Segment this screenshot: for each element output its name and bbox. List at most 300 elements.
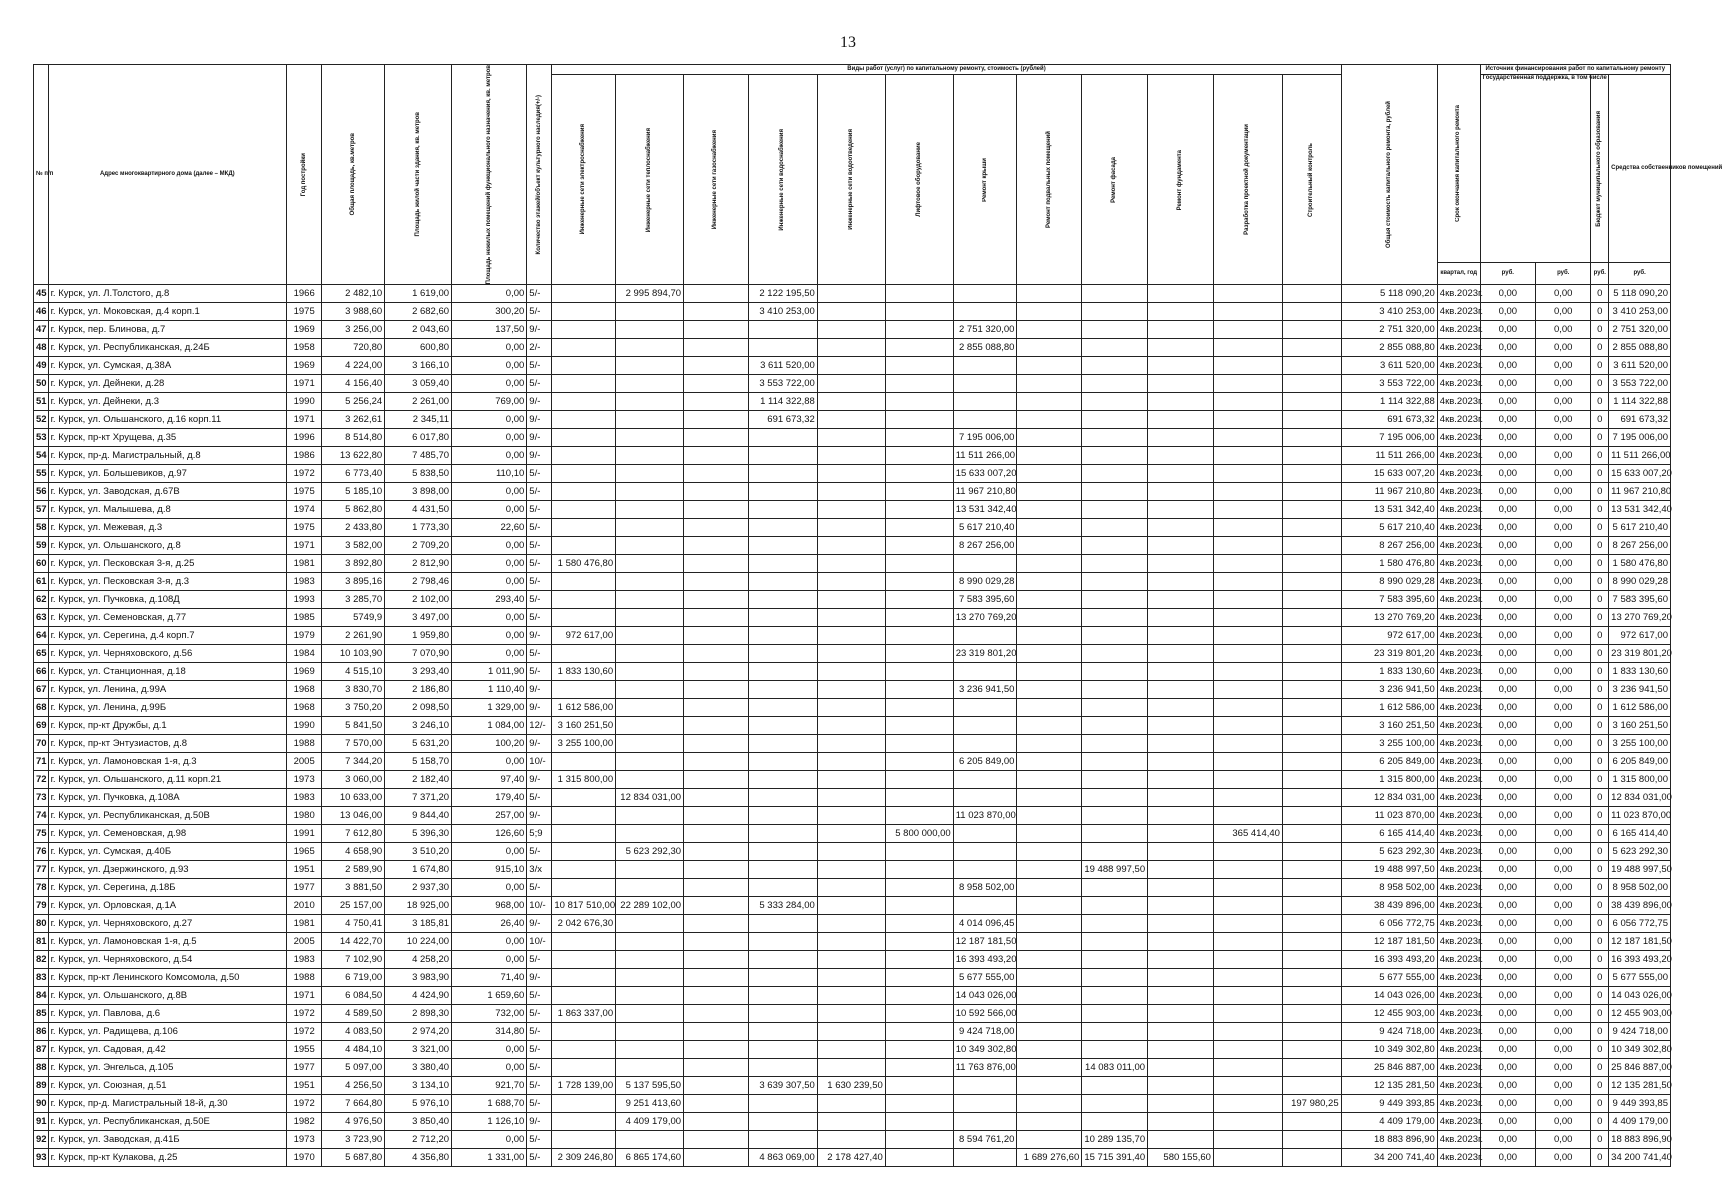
row-work-8 — [1082, 789, 1148, 807]
row-work-11 — [1282, 483, 1341, 501]
row-work-8 — [1082, 609, 1148, 627]
row-work-3 — [748, 681, 817, 699]
row-regional: 0,00 — [1536, 1077, 1591, 1095]
row-floors: 9/- — [527, 411, 552, 429]
row-work-2 — [684, 1149, 749, 1167]
row-address: г. Курск, ул. Республиканская, д.50Е — [48, 1113, 286, 1131]
table-row — [34, 717, 1671, 735]
row-address: г. Курск, ул. Ламоновская 1-я, д.5 — [48, 933, 286, 951]
row-work-6: 5 617 210,40 — [953, 519, 1017, 537]
row-total-area: 5 862,80 — [322, 501, 385, 519]
row-number: 47 — [34, 321, 49, 339]
row-total-area: 13 046,00 — [322, 807, 385, 825]
row-work-10 — [1213, 447, 1282, 465]
row-work-8 — [1082, 825, 1148, 843]
row-work-4 — [817, 447, 885, 465]
row-deadline: 4кв.2023г. — [1437, 393, 1480, 411]
row-work-10 — [1213, 1113, 1282, 1131]
row-work-3 — [748, 321, 817, 339]
row-owners: 2 751 320,00 — [1609, 321, 1671, 339]
row-deadline: 4кв.2023г. — [1437, 1077, 1480, 1095]
row-work-7 — [1017, 1023, 1082, 1041]
row-owners: 12 834 031,00 — [1609, 789, 1671, 807]
row-work-5 — [885, 771, 953, 789]
row-total-area: 25 157,00 — [322, 897, 385, 915]
row-total-area: 2 589,90 — [322, 861, 385, 879]
row-floors: 5/- — [527, 663, 552, 681]
row-work-10 — [1213, 879, 1282, 897]
row-work-6 — [953, 843, 1017, 861]
row-work-8 — [1082, 537, 1148, 555]
row-total-cost: 5 677 555,00 — [1341, 969, 1437, 987]
col-owners-unit: руб. — [1609, 263, 1671, 285]
table-row — [34, 681, 1671, 699]
row-year: 1982 — [286, 1113, 322, 1131]
row-work-1: 9 251 413,60 — [616, 1095, 684, 1113]
row-work-4 — [817, 609, 885, 627]
row-owners: 972 617,00 — [1609, 627, 1671, 645]
row-total-cost: 6 165 414,40 — [1341, 825, 1437, 843]
row-work-8 — [1082, 501, 1148, 519]
row-work-2 — [684, 465, 749, 483]
row-work-1 — [616, 825, 684, 843]
col-living-area: Площадь жилой части здания, кв. метров — [385, 65, 452, 285]
row-regional: 0,00 — [1536, 1149, 1591, 1167]
row-work-4 — [817, 537, 885, 555]
row-regional: 0,00 — [1536, 429, 1591, 447]
row-regional: 0,00 — [1536, 699, 1591, 717]
row-work-11 — [1282, 1005, 1341, 1023]
row-work-3 — [748, 465, 817, 483]
row-total-area: 3 830,70 — [322, 681, 385, 699]
row-work-2 — [684, 1095, 749, 1113]
row-regional: 0,00 — [1536, 321, 1591, 339]
row-total-cost: 2 751 320,00 — [1341, 321, 1437, 339]
row-work-1 — [616, 861, 684, 879]
row-work-9 — [1148, 573, 1214, 591]
row-address: г. Курск, ул. Л.Толстого, д.8 — [48, 285, 286, 303]
row-nonliving-area: 97,40 — [452, 771, 527, 789]
row-fund: 0,00 — [1480, 285, 1535, 303]
row-deadline: 4кв.2023г. — [1437, 447, 1480, 465]
row-work-5 — [885, 339, 953, 357]
row-work-3 — [748, 447, 817, 465]
row-work-5 — [885, 321, 953, 339]
row-address: г. Курск, пер. Блинова, д.7 — [48, 321, 286, 339]
row-deadline: 4кв.2023г. — [1437, 861, 1480, 879]
row-work-7 — [1017, 879, 1082, 897]
row-total-area: 4 484,10 — [322, 1041, 385, 1059]
row-work-8 — [1082, 483, 1148, 501]
row-work-9 — [1148, 1095, 1214, 1113]
row-work-0 — [552, 447, 616, 465]
row-regional: 0,00 — [1536, 393, 1591, 411]
row-total-cost: 3 611 520,00 — [1341, 357, 1437, 375]
row-work-5 — [885, 429, 953, 447]
row-work-10 — [1213, 1005, 1282, 1023]
row-regional: 0,00 — [1536, 897, 1591, 915]
table-row — [34, 663, 1671, 681]
row-work-2 — [684, 1113, 749, 1131]
row-work-2 — [684, 699, 749, 717]
row-work-7 — [1017, 915, 1082, 933]
row-work-5 — [885, 789, 953, 807]
row-total-cost: 5 118 090,20 — [1341, 285, 1437, 303]
row-work-8 — [1082, 555, 1148, 573]
row-deadline: 4кв.2023г. — [1437, 897, 1480, 915]
col-work-water: Инженерные сети водоснабжения — [748, 75, 817, 285]
row-work-9 — [1148, 825, 1214, 843]
row-regional: 0,00 — [1536, 825, 1591, 843]
row-municipal: 0 — [1591, 393, 1609, 411]
row-work-2 — [684, 1131, 749, 1149]
row-nonliving-area: 110,10 — [452, 465, 527, 483]
row-work-5 — [885, 897, 953, 915]
row-fund: 0,00 — [1480, 951, 1535, 969]
row-address: г. Курск, пр-кт Хрущева, д.35 — [48, 429, 286, 447]
row-total-area: 3 750,20 — [322, 699, 385, 717]
row-work-2 — [684, 591, 749, 609]
row-owners: 5 118 090,20 — [1609, 285, 1671, 303]
row-work-11 — [1282, 393, 1341, 411]
row-work-6 — [953, 861, 1017, 879]
row-work-11: 197 980,25 — [1282, 1095, 1341, 1113]
table-row — [34, 699, 1671, 717]
row-nonliving-area: 1 329,00 — [452, 699, 527, 717]
row-municipal: 0 — [1591, 735, 1609, 753]
row-work-0 — [552, 1023, 616, 1041]
row-regional: 0,00 — [1536, 843, 1591, 861]
row-work-11 — [1282, 915, 1341, 933]
row-floors: 5/- — [527, 537, 552, 555]
row-work-0 — [552, 681, 616, 699]
row-address: г. Курск, пр-кт Энтузиастов, д.8 — [48, 735, 286, 753]
col-work-electric: Инженерные сети электроснабжения — [552, 75, 616, 285]
row-fund: 0,00 — [1480, 1113, 1535, 1131]
row-floors: 12/- — [527, 717, 552, 735]
row-work-11 — [1282, 771, 1341, 789]
row-municipal: 0 — [1591, 1041, 1609, 1059]
row-number: 73 — [34, 789, 49, 807]
row-work-3 — [748, 429, 817, 447]
row-work-0 — [552, 753, 616, 771]
row-year: 1973 — [286, 1131, 322, 1149]
row-total-area: 4 224,00 — [322, 357, 385, 375]
table-row — [34, 1005, 1671, 1023]
row-deadline: 4кв.2023г. — [1437, 681, 1480, 699]
row-work-10 — [1213, 1095, 1282, 1113]
row-work-7 — [1017, 897, 1082, 915]
row-work-4 — [817, 789, 885, 807]
row-number: 86 — [34, 1023, 49, 1041]
row-work-6: 11 023 870,00 — [953, 807, 1017, 825]
row-floors: 5/- — [527, 1095, 552, 1113]
row-work-10 — [1213, 1077, 1282, 1095]
row-work-9 — [1148, 501, 1214, 519]
row-work-7 — [1017, 537, 1082, 555]
row-address: г. Курск, ул. Дейнеки, д.3 — [48, 393, 286, 411]
row-living-area: 3 185,81 — [385, 915, 452, 933]
row-work-11 — [1282, 465, 1341, 483]
row-work-9 — [1148, 771, 1214, 789]
row-nonliving-area: 0,00 — [452, 537, 527, 555]
row-work-9 — [1148, 537, 1214, 555]
row-work-8 — [1082, 447, 1148, 465]
row-work-11 — [1282, 591, 1341, 609]
row-municipal: 0 — [1591, 375, 1609, 393]
row-living-area: 1 773,30 — [385, 519, 452, 537]
row-deadline: 4кв.2023г. — [1437, 375, 1480, 393]
row-work-0 — [552, 285, 616, 303]
row-total-cost: 13 270 769,20 — [1341, 609, 1437, 627]
row-work-6 — [953, 303, 1017, 321]
row-nonliving-area: 71,40 — [452, 969, 527, 987]
row-number: 89 — [34, 1077, 49, 1095]
row-living-area: 3 983,90 — [385, 969, 452, 987]
row-floors: 5/- — [527, 1023, 552, 1041]
row-number: 62 — [34, 591, 49, 609]
row-nonliving-area: 1 331,00 — [452, 1149, 527, 1167]
row-total-area: 3 723,90 — [322, 1131, 385, 1149]
row-floors: 10/- — [527, 753, 552, 771]
row-work-5 — [885, 1059, 953, 1077]
row-deadline: 4кв.2023г. — [1437, 1131, 1480, 1149]
row-address: г. Курск, ул. Пучковка, д.108А — [48, 789, 286, 807]
row-regional: 0,00 — [1536, 627, 1591, 645]
row-floors: 5/- — [527, 1041, 552, 1059]
row-number: 71 — [34, 753, 49, 771]
row-work-0 — [552, 303, 616, 321]
row-work-11 — [1282, 1113, 1341, 1131]
row-address: г. Курск, пр-д. Магистральный, д.8 — [48, 447, 286, 465]
row-work-10 — [1213, 1131, 1282, 1149]
row-work-3: 5 333 284,00 — [748, 897, 817, 915]
row-living-area: 4 431,50 — [385, 501, 452, 519]
row-year: 1958 — [286, 339, 322, 357]
row-work-9 — [1148, 339, 1214, 357]
row-work-6 — [953, 285, 1017, 303]
row-address: г. Курск, ул. Республиканская, д.24Б — [48, 339, 286, 357]
row-work-2 — [684, 411, 749, 429]
row-work-11 — [1282, 519, 1341, 537]
row-regional: 0,00 — [1536, 663, 1591, 681]
row-deadline: 4кв.2023г. — [1437, 771, 1480, 789]
row-work-10 — [1213, 393, 1282, 411]
row-work-11 — [1282, 699, 1341, 717]
row-deadline: 4кв.2023г. — [1437, 1059, 1480, 1077]
row-floors: 5/- — [527, 519, 552, 537]
row-number: 60 — [34, 555, 49, 573]
row-work-10 — [1213, 933, 1282, 951]
row-regional: 0,00 — [1536, 357, 1591, 375]
row-work-9 — [1148, 411, 1214, 429]
row-fund: 0,00 — [1480, 933, 1535, 951]
row-work-8 — [1082, 699, 1148, 717]
row-living-area: 2 098,50 — [385, 699, 452, 717]
row-work-0 — [552, 609, 616, 627]
row-work-3 — [748, 879, 817, 897]
row-year: 1973 — [286, 771, 322, 789]
row-work-0: 1 612 586,00 — [552, 699, 616, 717]
table-row — [34, 357, 1671, 375]
row-deadline: 4кв.2023г. — [1437, 357, 1480, 375]
col-owners: Средства собственников помещений — [1609, 75, 1671, 263]
row-year: 1993 — [286, 591, 322, 609]
row-number: 92 — [34, 1131, 49, 1149]
row-work-9 — [1148, 429, 1214, 447]
row-owners: 6 205 849,00 — [1609, 753, 1671, 771]
table-row — [34, 411, 1671, 429]
row-work-3 — [748, 1095, 817, 1113]
row-address: г. Курск, ул. Ленина, д.99А — [48, 681, 286, 699]
row-total-area: 2 261,90 — [322, 627, 385, 645]
row-work-7 — [1017, 609, 1082, 627]
row-floors: 9/- — [527, 807, 552, 825]
row-address: г. Курск, ул. Ленина, д.99Б — [48, 699, 286, 717]
table-row — [34, 627, 1671, 645]
row-total-area: 4 750,41 — [322, 915, 385, 933]
row-year: 2010 — [286, 897, 322, 915]
row-regional: 0,00 — [1536, 1059, 1591, 1077]
row-number: 76 — [34, 843, 49, 861]
row-work-1 — [616, 447, 684, 465]
row-regional: 0,00 — [1536, 537, 1591, 555]
row-work-7 — [1017, 375, 1082, 393]
row-work-2 — [684, 717, 749, 735]
row-floors: 9/- — [527, 393, 552, 411]
row-work-5 — [885, 663, 953, 681]
col-work-facade: Ремонт фасада — [1082, 75, 1148, 285]
row-work-10 — [1213, 519, 1282, 537]
row-regional: 0,00 — [1536, 1095, 1591, 1113]
row-owners: 25 846 887,00 — [1609, 1059, 1671, 1077]
row-work-7 — [1017, 393, 1082, 411]
row-work-2 — [684, 663, 749, 681]
row-work-11 — [1282, 753, 1341, 771]
row-work-1 — [616, 303, 684, 321]
row-nonliving-area: 0,00 — [452, 627, 527, 645]
row-address: г. Курск, ул. Межевая, д.3 — [48, 519, 286, 537]
row-municipal: 0 — [1591, 915, 1609, 933]
row-fund: 0,00 — [1480, 645, 1535, 663]
row-address: г. Курск, ул. Ламоновская 1-я, д.3 — [48, 753, 286, 771]
row-work-0 — [552, 519, 616, 537]
row-nonliving-area: 1 688,70 — [452, 1095, 527, 1113]
row-year: 1983 — [286, 789, 322, 807]
row-municipal: 0 — [1591, 339, 1609, 357]
row-fund: 0,00 — [1480, 339, 1535, 357]
row-floors: 5/- — [527, 609, 552, 627]
row-work-5 — [885, 753, 953, 771]
row-floors: 5/- — [527, 645, 552, 663]
row-work-1 — [616, 699, 684, 717]
row-work-4 — [817, 591, 885, 609]
row-work-2 — [684, 915, 749, 933]
row-work-2 — [684, 1077, 749, 1095]
row-regional: 0,00 — [1536, 771, 1591, 789]
row-work-3: 3 553 722,00 — [748, 375, 817, 393]
row-work-4 — [817, 735, 885, 753]
row-address: г. Курск, ул. Павлова, д.6 — [48, 1005, 286, 1023]
col-municipal: Бюджет муниципального образования — [1591, 75, 1609, 263]
row-work-2 — [684, 789, 749, 807]
row-work-11 — [1282, 951, 1341, 969]
row-living-area: 2 182,40 — [385, 771, 452, 789]
row-work-5 — [885, 735, 953, 753]
row-work-3 — [748, 645, 817, 663]
row-owners: 1 315 800,00 — [1609, 771, 1671, 789]
col-finance-group: Источник финансирования работ по капитальному ремонту — [1480, 65, 1670, 75]
table-row — [34, 447, 1671, 465]
row-work-11 — [1282, 627, 1341, 645]
row-number: 90 — [34, 1095, 49, 1113]
row-total-area: 8 514,80 — [322, 429, 385, 447]
row-floors: 5/- — [527, 303, 552, 321]
row-work-10 — [1213, 303, 1282, 321]
row-work-9 — [1148, 465, 1214, 483]
row-work-0 — [552, 933, 616, 951]
row-year: 1951 — [286, 1077, 322, 1095]
row-work-11 — [1282, 1059, 1341, 1077]
row-fund: 0,00 — [1480, 1077, 1535, 1095]
row-regional: 0,00 — [1536, 735, 1591, 753]
row-total-area: 3 892,80 — [322, 555, 385, 573]
row-total-cost: 6 056 772,75 — [1341, 915, 1437, 933]
table-row — [34, 1041, 1671, 1059]
row-fund: 0,00 — [1480, 771, 1535, 789]
row-regional: 0,00 — [1536, 303, 1591, 321]
row-work-1: 5 623 292,30 — [616, 843, 684, 861]
row-work-9 — [1148, 1023, 1214, 1041]
row-work-4 — [817, 1095, 885, 1113]
row-total-area: 5 687,80 — [322, 1149, 385, 1167]
row-fund: 0,00 — [1480, 861, 1535, 879]
row-total-area: 5 841,50 — [322, 717, 385, 735]
row-total-cost: 3 160 251,50 — [1341, 717, 1437, 735]
row-work-6 — [953, 663, 1017, 681]
row-living-area: 5 838,50 — [385, 465, 452, 483]
row-living-area: 4 356,80 — [385, 1149, 452, 1167]
row-municipal: 0 — [1591, 789, 1609, 807]
table-row — [34, 303, 1671, 321]
row-floors: 9/- — [527, 321, 552, 339]
row-work-6: 15 633 007,20 — [953, 465, 1017, 483]
row-fund: 0,00 — [1480, 1095, 1535, 1113]
row-municipal: 0 — [1591, 771, 1609, 789]
row-work-6: 2 751 320,00 — [953, 321, 1017, 339]
row-number: 83 — [34, 969, 49, 987]
row-work-4 — [817, 699, 885, 717]
row-fund: 0,00 — [1480, 591, 1535, 609]
row-floors: 5/- — [527, 843, 552, 861]
row-fund: 0,00 — [1480, 573, 1535, 591]
row-work-5 — [885, 681, 953, 699]
row-address: г. Курск, ул. Песковская 3-я, д.25 — [48, 555, 286, 573]
row-nonliving-area: 257,00 — [452, 807, 527, 825]
row-work-4 — [817, 501, 885, 519]
row-municipal: 0 — [1591, 1059, 1609, 1077]
row-total-cost: 25 846 887,00 — [1341, 1059, 1437, 1077]
row-work-4 — [817, 969, 885, 987]
row-work-5 — [885, 483, 953, 501]
table-row — [34, 897, 1671, 915]
row-living-area: 3 898,00 — [385, 483, 452, 501]
row-fund: 0,00 — [1480, 753, 1535, 771]
row-work-3 — [748, 1041, 817, 1059]
row-municipal: 0 — [1591, 303, 1609, 321]
row-regional: 0,00 — [1536, 933, 1591, 951]
row-work-11 — [1282, 843, 1341, 861]
